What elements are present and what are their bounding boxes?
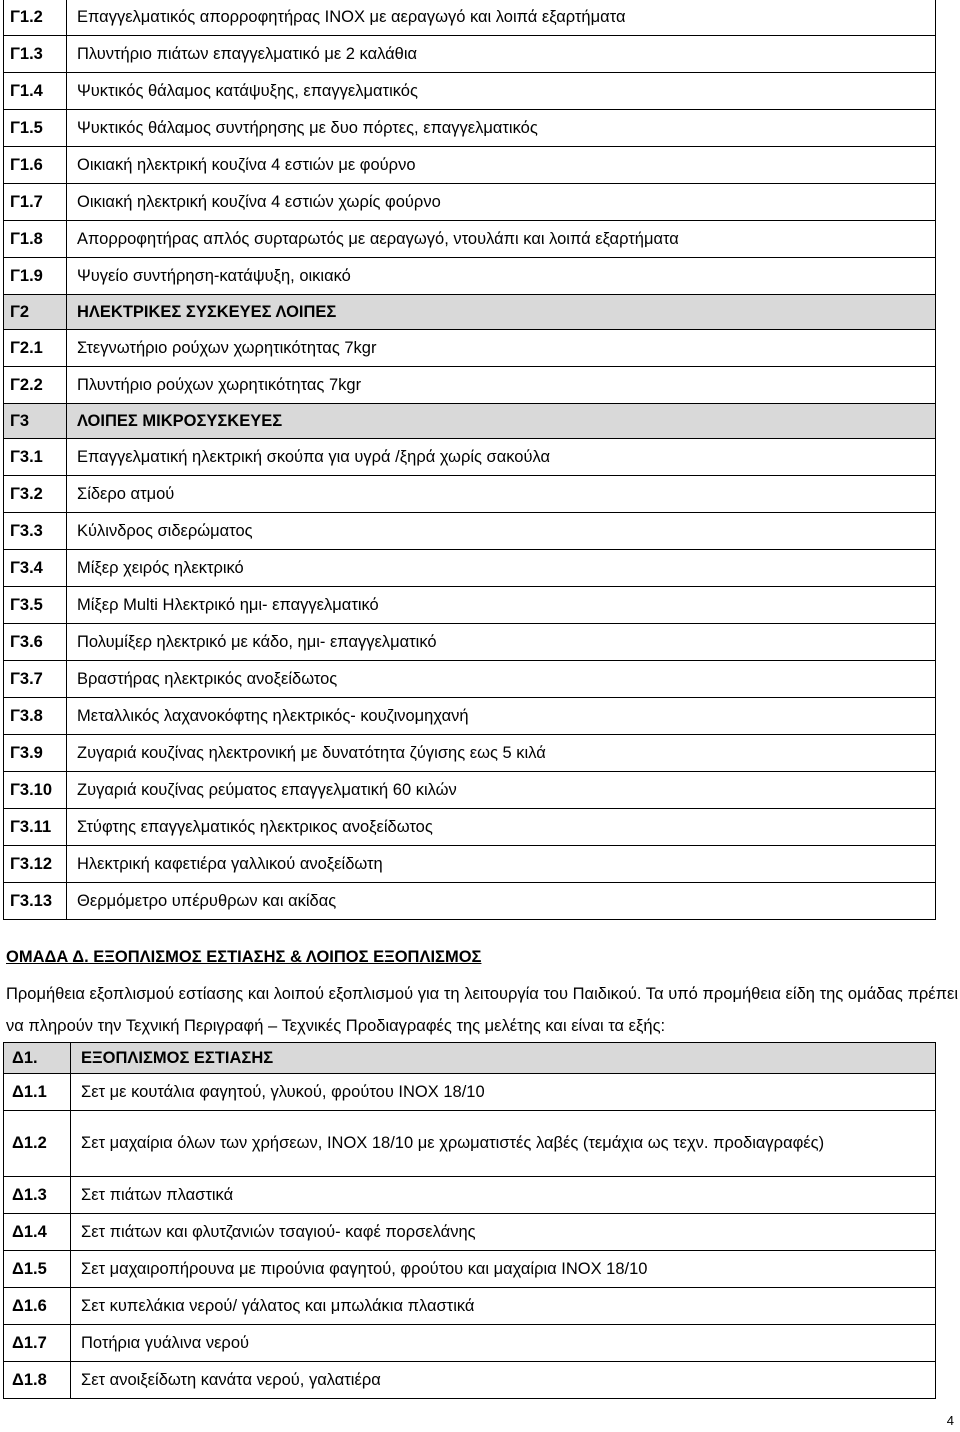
category-title: ΗΛΕΚΤΡΙΚΕΣ ΣΥΣΚΕΥΕΣ ΛΟΙΠΕΣ xyxy=(67,295,936,330)
item-code: Δ1.4 xyxy=(4,1214,71,1251)
item-code: Γ3.7 xyxy=(4,661,67,698)
item-code: Γ3.8 xyxy=(4,698,67,735)
item-code: Γ1.8 xyxy=(4,221,67,258)
item-row xyxy=(4,661,936,698)
item-description: Σετ μαχαιροπήρουνα με πιρούνια φαγητού, φρούτου και μαχαίρια INOX 18/10 xyxy=(71,1251,936,1288)
item-row xyxy=(4,439,936,476)
item-code: Γ3.3 xyxy=(4,513,67,550)
category-row xyxy=(4,404,936,439)
item-row xyxy=(4,624,936,661)
section-d-intro: Προμήθεια εξοπλισμού εστίασης και λοιπού εξοπλισμού για τη λειτουργία του Παιδικού. Τα υπό προμήθεια είδη της ομάδας πρέπει να πληρούν την Τεχνική Περιγραφή – Τεχνικές Προδιαγραφές της μελέτης και είναι τα εξής: xyxy=(6,985,958,1035)
section-d-heading: ΟΜΑΔΑ Δ. ΕΞΟΠΛΙΣΜΟΣ ΕΣΤΙΑΣΗΣ & ΛΟΙΠΟΣ ΕΞΟΠΛΙΣΜΟΣ xyxy=(6,948,482,966)
item-description: Σετ ανοιξείδωτη κανάτα νερού, γαλατιέρα xyxy=(71,1362,936,1399)
item-description: Επαγγελματικός απορροφητήρας INOX με αεραγωγό και λοιπά εξαρτήματα xyxy=(67,0,936,36)
item-row xyxy=(4,36,936,73)
item-row xyxy=(4,735,936,772)
item-row xyxy=(4,1111,936,1177)
item-row xyxy=(4,110,936,147)
item-row xyxy=(4,1177,936,1214)
item-description: Σετ πιάτων πλαστικά xyxy=(71,1177,936,1214)
equipment-table-d xyxy=(3,1042,936,1399)
item-code: Δ1.8 xyxy=(4,1362,71,1399)
item-code: Γ3.2 xyxy=(4,476,67,513)
item-description: Κύλινδρος σιδερώματος xyxy=(67,513,936,550)
item-code: Δ1.1 xyxy=(4,1074,71,1111)
item-row xyxy=(4,73,936,110)
item-row xyxy=(4,330,936,367)
item-description: Σετ πιάτων και φλυτζανιών τσαγιού- καφέ πορσελάνης xyxy=(71,1214,936,1251)
item-row xyxy=(4,587,936,624)
item-code: Γ2.1 xyxy=(4,330,67,367)
item-description: Ζυγαριά κουζίνας ρεύματος επαγγελματική 60 κιλών xyxy=(67,772,936,809)
item-description: Οικιακή ηλεκτρική κουζίνα 4 εστιών με φούρνο xyxy=(67,147,936,184)
item-row xyxy=(4,1362,936,1399)
item-row xyxy=(4,147,936,184)
item-row xyxy=(4,1251,936,1288)
item-code: Γ1.3 xyxy=(4,36,67,73)
item-row xyxy=(4,0,936,36)
item-description: Ψυγείο συντήρηση-κατάψυξη, οικιακό xyxy=(67,258,936,295)
item-description: Σίδερο ατμού xyxy=(67,476,936,513)
item-row xyxy=(4,184,936,221)
item-row xyxy=(4,367,936,404)
item-row xyxy=(4,1214,936,1251)
item-description: Ποτήρια γυάλινα νερού xyxy=(71,1325,936,1362)
item-code: Γ1.4 xyxy=(4,73,67,110)
item-description: Ηλεκτρική καφετιέρα γαλλικού ανοξείδωτη xyxy=(67,846,936,883)
item-description: Στύφτης επαγγελματικός ηλεκτρικος ανοξείδωτος xyxy=(67,809,936,846)
item-description: Επαγγελματική ηλεκτρική σκούπα για υγρά /ξηρά χωρίς σακούλα xyxy=(67,439,936,476)
item-row xyxy=(4,846,936,883)
item-description: Μίξερ Multi Ηλεκτρικό ημι- επαγγελματικό xyxy=(67,587,936,624)
item-code: Δ1.6 xyxy=(4,1288,71,1325)
item-code: Γ2 xyxy=(4,295,67,330)
item-code: Γ3.9 xyxy=(4,735,67,772)
item-code: Δ1.5 xyxy=(4,1251,71,1288)
item-code: Γ1.7 xyxy=(4,184,67,221)
item-code: Γ3.12 xyxy=(4,846,67,883)
item-code: Γ1.5 xyxy=(4,110,67,147)
item-description: Πλυντήριο πιάτων επαγγελματικό με 2 καλάθια xyxy=(67,36,936,73)
item-row xyxy=(4,772,936,809)
item-code: Δ1.2 xyxy=(4,1111,71,1177)
item-code: Γ2.2 xyxy=(4,367,67,404)
page-number: 4 xyxy=(946,1413,954,1428)
item-code: Γ3.11 xyxy=(4,809,67,846)
item-code: Γ3.5 xyxy=(4,587,67,624)
item-code: Δ1.7 xyxy=(4,1325,71,1362)
item-row xyxy=(4,550,936,587)
item-code: Γ1.9 xyxy=(4,258,67,295)
item-description: Σετ κυπελάκια νερού/ γάλατος και μπωλάκια πλαστικά xyxy=(71,1288,936,1325)
item-code: Γ1.6 xyxy=(4,147,67,184)
item-row xyxy=(4,221,936,258)
item-code: Γ3.13 xyxy=(4,883,67,920)
item-description: Σετ μαχαίρια όλων των χρήσεων, INOX 18/10 με χρωματιστές λαβές (τεμάχια ως τεχν. προδιαγραφές) xyxy=(71,1111,936,1177)
item-description: Μίξερ χειρός ηλεκτρικό xyxy=(67,550,936,587)
item-code: Γ3 xyxy=(4,404,67,439)
category-row xyxy=(4,295,936,330)
item-row xyxy=(4,698,936,735)
item-description: Θερμόμετρο υπέρυθρων και ακίδας xyxy=(67,883,936,920)
item-code: Γ1.2 xyxy=(4,0,67,36)
item-code: Γ3.10 xyxy=(4,772,67,809)
item-description: Πολυμίξερ ηλεκτρικό με κάδο, ημι- επαγγελματικό xyxy=(67,624,936,661)
item-code: Γ3.6 xyxy=(4,624,67,661)
item-code: Γ3.4 xyxy=(4,550,67,587)
item-code: Δ1. xyxy=(4,1043,71,1074)
item-row xyxy=(4,1074,936,1111)
item-description: Απορροφητήρας απλός συρταρωτός με αεραγωγό, ντουλάπι και λοιπά εξαρτήματα xyxy=(67,221,936,258)
category-row xyxy=(4,1043,936,1074)
category-title: ΕΞΟΠΛΙΣΜΟΣ ΕΣΤΙΑΣΗΣ xyxy=(71,1043,936,1074)
item-row xyxy=(4,1288,936,1325)
item-description: Μεταλλικός λαχανοκόφτης ηλεκτρικός- κουζινομηχανή xyxy=(67,698,936,735)
equipment-table-g xyxy=(3,0,936,920)
item-row xyxy=(4,513,936,550)
item-row xyxy=(4,809,936,846)
item-description: Σετ με κουτάλια φαγητού, γλυκού, φρούτου INOX 18/10 xyxy=(71,1074,936,1111)
item-description: Στεγνωτήριο ρούχων χωρητικότητας 7kgr xyxy=(67,330,936,367)
item-code: Δ1.3 xyxy=(4,1177,71,1214)
item-row xyxy=(4,476,936,513)
item-code: Γ3.1 xyxy=(4,439,67,476)
item-description: Ψυκτικός θάλαμος συντήρησης με δυο πόρτες, επαγγελματικός xyxy=(67,110,936,147)
item-description: Βραστήρας ηλεκτρικός ανοξείδωτος xyxy=(67,661,936,698)
item-description: Πλυντήριο ρούχων χωρητικότητας 7kgr xyxy=(67,367,936,404)
category-title: ΛΟΙΠΕΣ ΜΙΚΡΟΣΥΣΚΕΥΕΣ xyxy=(67,404,936,439)
item-row xyxy=(4,883,936,920)
item-row xyxy=(4,258,936,295)
item-description: Οικιακή ηλεκτρική κουζίνα 4 εστιών χωρίς φούρνο xyxy=(67,184,936,221)
item-row xyxy=(4,1325,936,1362)
item-description: Ζυγαριά κουζίνας ηλεκτρονική με δυνατότητα ζύγισης εως 5 κιλά xyxy=(67,735,936,772)
item-description: Ψυκτικός θάλαμος κατάψυξης, επαγγελματικός xyxy=(67,73,936,110)
